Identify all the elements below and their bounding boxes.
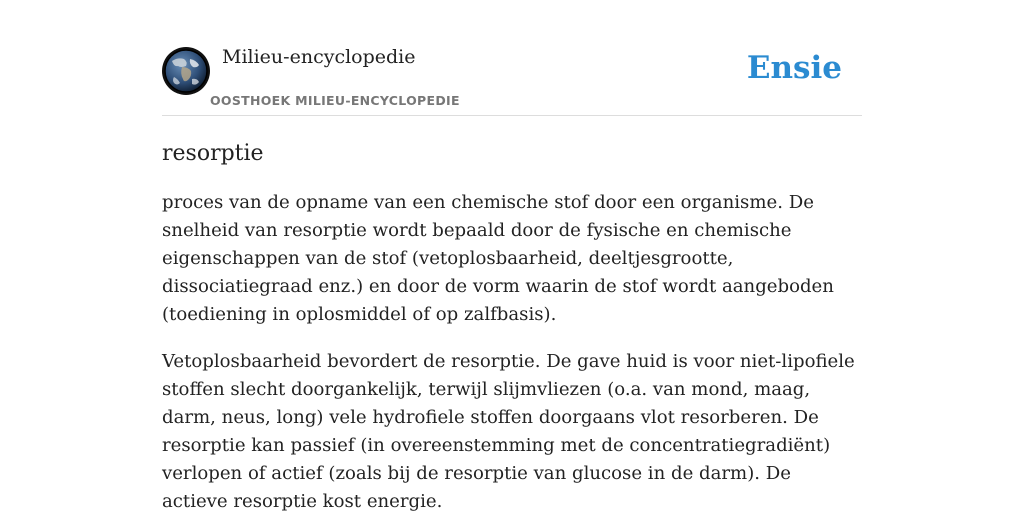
site-header	[162, 40, 862, 116]
article-title: resorptie	[162, 141, 264, 166]
site-name-link[interactable]: Milieu-encyclopedie	[222, 46, 416, 68]
article-paragraph-2: Vetoplosbaarheid bevordert de resorptie. De gave huid is voor niet-lipofiele stoffen slecht doorgankelijk, terwijl slijmvliezen (o.a. van mond, maag, darm, neus, long) vele hydrofiele stoffen doorgaans vlot resorberen. De resorptie kan passief (in overeenstemming met de concentratiegradiënt) verlopen of actief (zoals bij de resorptie van glucose in de darm). De actieve resorptie kost energie.	[162, 351, 855, 512]
ensie-logo-link[interactable]: Ensie	[746, 50, 842, 86]
article-paragraph-1: proces van de opname van een chemische stof door een organisme. De snelheid van resorptie wordt bepaald door de fysische en chemische eigenschappen van de stof (vetoplosbaarheid, deeltjesgrootte, dissociatiegraad enz.) en door de vorm waarin de stof wordt aangeboden (toediening in oplosmiddel of op zalfbasis).	[162, 192, 834, 325]
article-card	[162, 40, 862, 516]
publisher-label: OOSTHOEK MILIEU-ENCYCLOPEDIE	[210, 93, 460, 108]
earth-globe-icon[interactable]	[162, 47, 210, 95]
